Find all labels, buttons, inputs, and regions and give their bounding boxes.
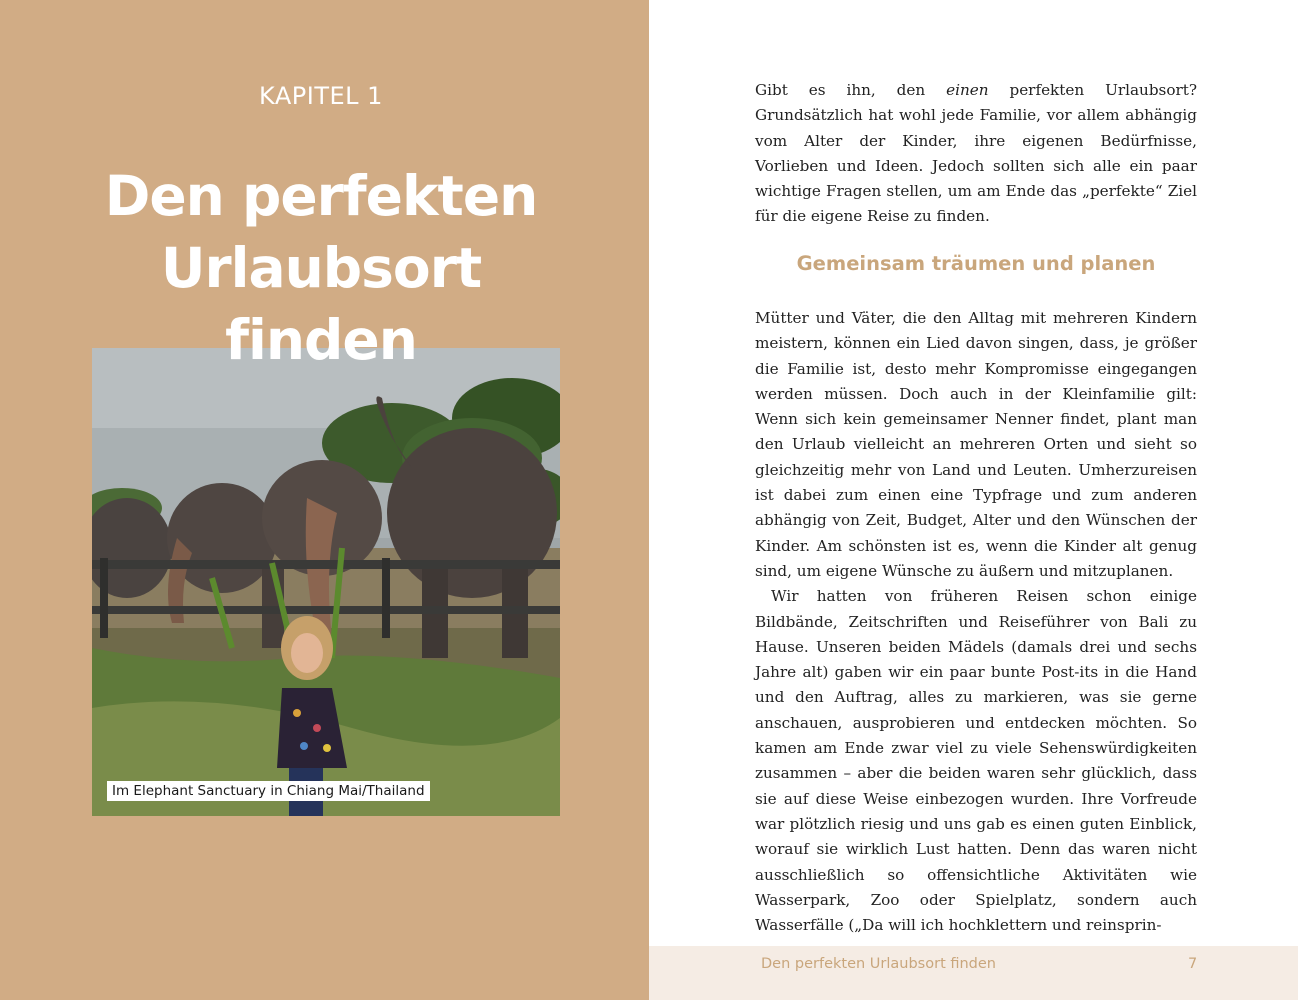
photo-caption: Im Elephant Sanctuary in Chiang Mai/Thailand: [107, 781, 430, 801]
intro-emphasis: einen: [946, 81, 989, 99]
footer-band: [649, 946, 1298, 1000]
photo-illustration: [92, 348, 560, 816]
elephant-sanctuary-photo: [92, 348, 560, 816]
intro-text-start: Gibt es ihn, den: [755, 81, 947, 99]
chapter-title-line: Urlaubsort: [160, 236, 482, 300]
running-footer-title: Den perfekten Urlaubsort finden: [761, 956, 997, 972]
body-text: [755, 306, 1197, 938]
chapter-title-line: Den perfekten: [104, 164, 538, 228]
body-paragraph: Wir hatten von früheren Reisen schon einige Bildbände, Zeitschriften und Reiseführer von Bali zu Hause. Unseren beiden Mädels (damals drei und sechs Jahre alt) gaben wir ein paar bunte Post-its in die Hand und den Auftrag, alles zu markieren, was sie gerne anschauen, ausprobieren und entdecken möchten. So kamen am Ende zwar viel zu viele Sehenswürdigkeiten zusammen – aber die beiden waren sehr glücklich, dass sie auf diese Weise einbezogen wurden. Ihre Vorfreude war plötzlich riesig und uns gab es einen guten Einblick, worauf sie wirklich Lust hatten. Denn das waren nicht ausschließlich so offensichtliche Aktivitäten wie Wasserpark, Zoo oder Spielplatz, sondern auch Wasserfälle („Da will ich hochklettern und reinsprin-: [755, 587, 1197, 935]
chapter-title: [0, 160, 642, 376]
chapter-label: KAPITEL 1: [259, 82, 383, 110]
intro-text-end: perfekten Urlaubsort? Grundsätzlich hat wohl jede Familie, vor allem abhängig vom Alter der Kinder, ihre eigenen Bedürfnisse, Vorlieben und Ideen. Jedoch sollten sich alle ein paar wichtige Fragen stellen, um am Ende das „perfekte“ Ziel für die eigene Reise zu finden.: [755, 81, 1197, 226]
page-number: 7: [1188, 956, 1198, 972]
section-heading: Gemeinsam träumen und planen: [796, 252, 1156, 275]
body-paragraph: Mütter und Väter, die den Alltag mit mehreren Kindern meistern, können ein Lied davon singen, dass, je größer die Familie ist, desto mehr Kompromisse eingegangen werden müssen. Doch auch in der Kleinfamilie gilt: Wenn sich kein gemeinsamer Nenner findet, plant man den Urlaub vielleicht an mehreren Orten und sieht so gleichzeitig mehr von Land und Leuten. Umherzureisen ist dabei zum einen eine Typfrage und zum anderen abhängig von Zeit, Budget, Alter und den Wünschen der Kinder. Am schönsten ist es, wenn die Kinder alt genug sind, um eigene Wünsche zu äußern und mitzuplanen.: [755, 309, 1197, 580]
intro-paragraph: [755, 78, 1197, 230]
chapter-title-line: finden: [225, 308, 417, 372]
